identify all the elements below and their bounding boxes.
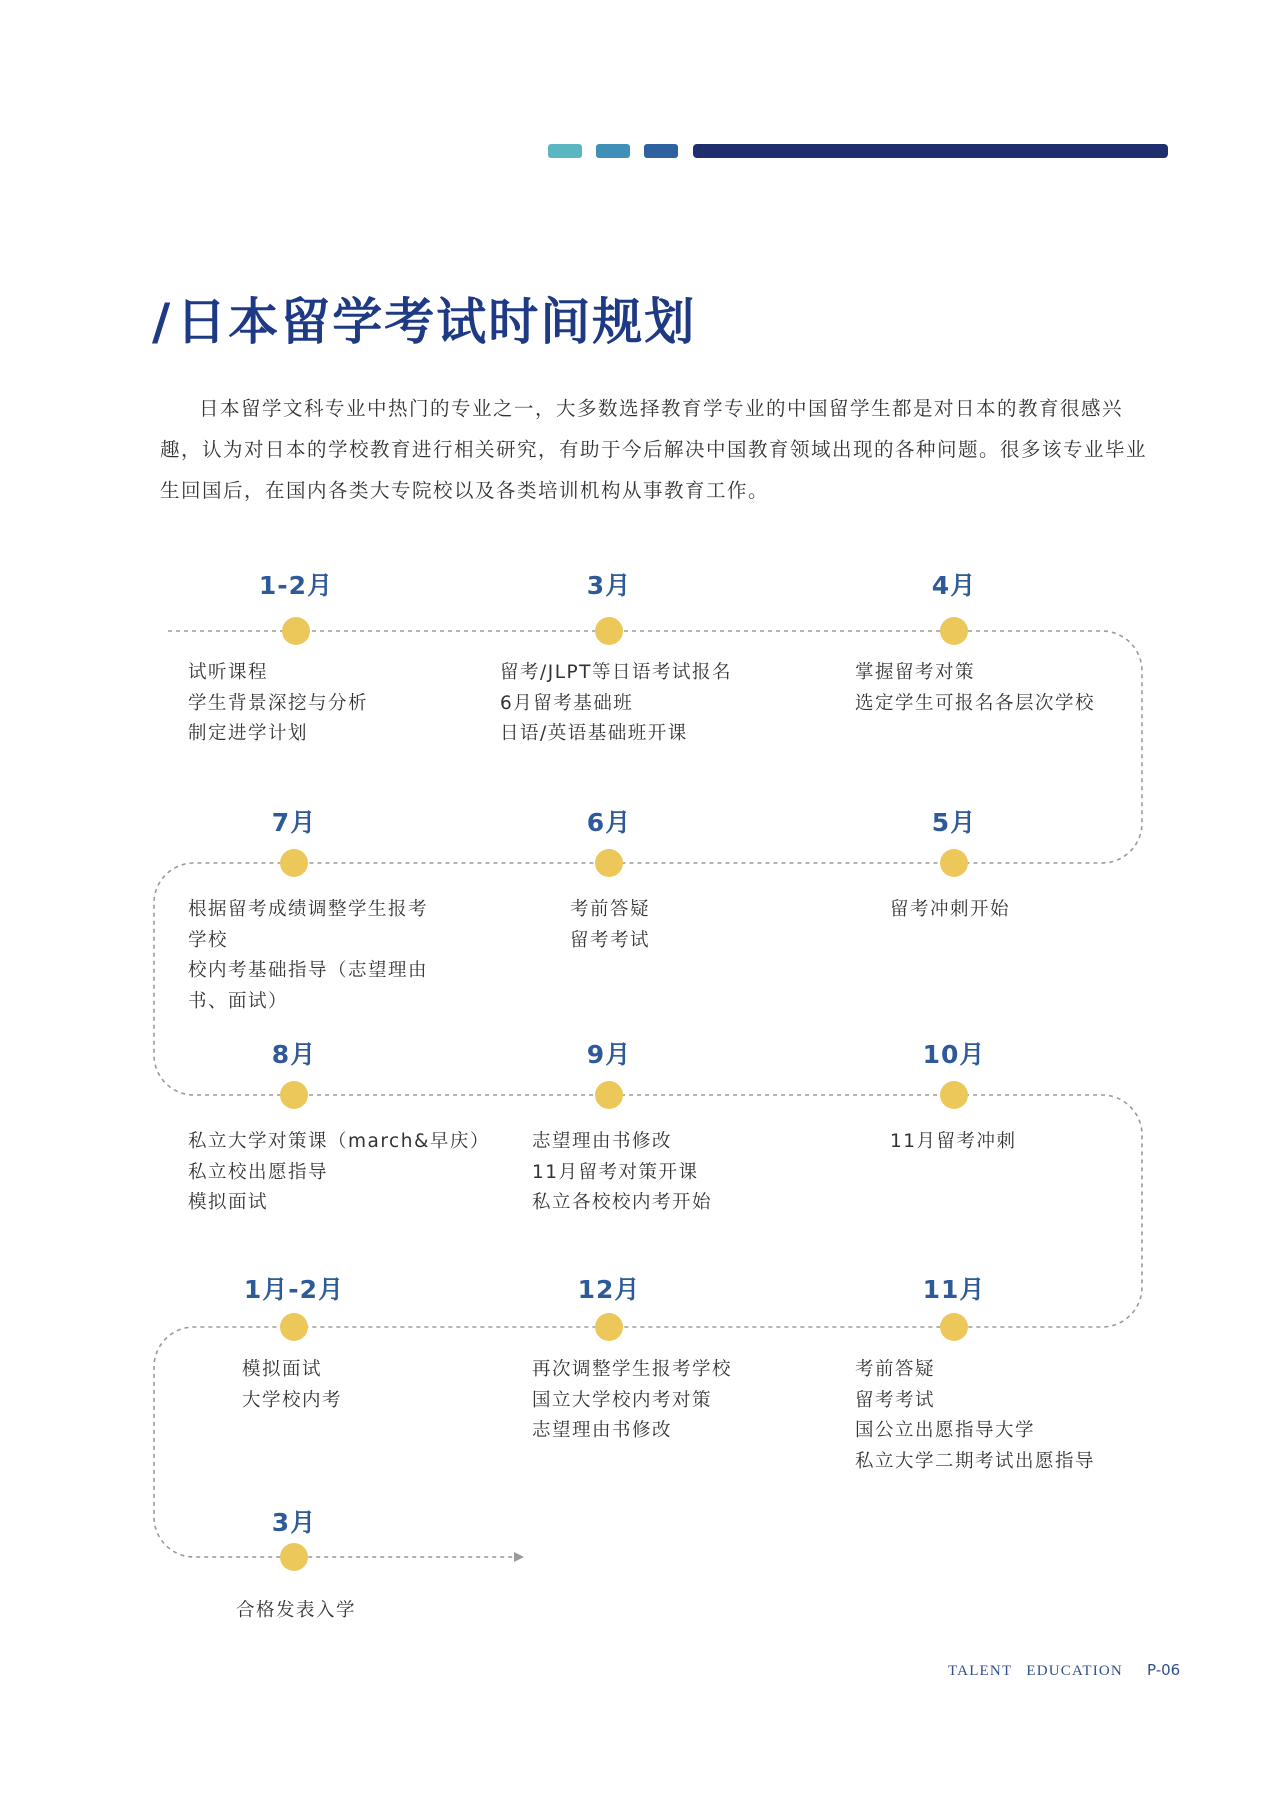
header-deco-bar bbox=[693, 144, 1168, 158]
timeline-month-2: 3月 bbox=[586, 571, 632, 600]
timeline-dot-12 bbox=[940, 1313, 968, 1341]
timeline-month-12: 11月 bbox=[922, 1275, 986, 1304]
desc-item: 学校 bbox=[188, 929, 229, 951]
timeline-dot-4 bbox=[280, 849, 308, 877]
desc-item: 留考冲刺开始 bbox=[890, 899, 1011, 920]
timeline-month-9: 10月 bbox=[922, 1040, 986, 1069]
timeline-dot-9 bbox=[940, 1081, 968, 1109]
desc-item: 选定学生可报名各层次学校 bbox=[855, 692, 1096, 714]
timeline-month-10: 1月-2月 bbox=[243, 1275, 345, 1304]
page-title bbox=[152, 282, 696, 354]
desc-item: 掌握留考对策 bbox=[855, 662, 976, 683]
timeline-desc-9 bbox=[890, 1127, 1017, 1158]
desc-item: 留考考试 bbox=[855, 1389, 936, 1411]
desc-item: 私立大学二期考试出愿指导 bbox=[855, 1450, 1096, 1472]
timeline-desc-11 bbox=[532, 1355, 732, 1447]
desc-item: 6月留考基础班 bbox=[500, 692, 634, 714]
desc-item: 根据留考成绩调整学生报考 bbox=[188, 899, 429, 920]
timeline-month-6: 5月 bbox=[931, 808, 977, 837]
timeline-desc-3 bbox=[855, 658, 1095, 719]
footer-brand-talent: TALENT bbox=[948, 1663, 1013, 1679]
desc-item: 试听课程 bbox=[188, 662, 269, 683]
timeline-month-4: 7月 bbox=[271, 808, 317, 837]
desc-item: 学生背景深挖与分析 bbox=[188, 692, 369, 714]
timeline-month-1: 1-2月 bbox=[258, 571, 334, 600]
timeline-dot-8 bbox=[595, 1081, 623, 1109]
timeline-month-7: 8月 bbox=[271, 1040, 317, 1069]
footer-brand bbox=[948, 1663, 1123, 1680]
timeline-dot-13 bbox=[280, 1543, 308, 1571]
timeline-month-11: 12月 bbox=[577, 1275, 641, 1304]
desc-item: 11月留考对策开课 bbox=[532, 1161, 699, 1183]
title-text: 日本留学考试时间规划 bbox=[176, 293, 697, 351]
desc-item: 11月留考冲刺 bbox=[890, 1131, 1017, 1152]
desc-item: 私立大学对策课（march&早庆） bbox=[188, 1131, 490, 1152]
desc-item: 再次调整学生报考学校 bbox=[532, 1359, 733, 1380]
timeline-desc-12 bbox=[855, 1355, 1095, 1477]
desc-item: 考前答疑 bbox=[855, 1359, 936, 1380]
desc-item: 私立校出愿指导 bbox=[188, 1161, 329, 1183]
footer-brand-education: EDUCATION bbox=[1026, 1663, 1123, 1679]
timeline-desc-1 bbox=[188, 658, 368, 750]
desc-item: 私立各校校内考开始 bbox=[532, 1192, 713, 1213]
timeline-month-5: 6月 bbox=[586, 808, 632, 837]
timeline-month-13: 3月 bbox=[271, 1508, 317, 1537]
desc-item: 留考/JLPT等日语考试报名 bbox=[500, 662, 732, 683]
desc-item: 日语/英语基础班开课 bbox=[500, 723, 688, 744]
timeline-dot-1 bbox=[282, 617, 310, 645]
timeline-dot-7 bbox=[280, 1081, 308, 1109]
desc-item: 模拟面试 bbox=[188, 1192, 269, 1213]
desc-item: 留考考试 bbox=[570, 929, 651, 951]
intro-paragraph: 日本留学文科专业中热门的专业之一，大多数选择教育学专业的中国留学生都是对日本的教育很感兴趣，认为对日本的学校教育进行相关研究，有助于今后解决中国教育领域出现的各种问题。很多该专业毕业生回国后，在国内各类大专院校以及各类培训机构从事教育工作。 bbox=[160, 397, 1148, 502]
timeline-desc-13 bbox=[236, 1596, 356, 1627]
header-deco-block-3 bbox=[644, 144, 678, 158]
timeline-dot-2 bbox=[595, 617, 623, 645]
desc-item: 志望理由书修改 bbox=[532, 1131, 673, 1152]
timeline-desc-6 bbox=[890, 895, 1010, 926]
timeline-month-8: 9月 bbox=[586, 1040, 632, 1069]
desc-item: 制定进学计划 bbox=[188, 723, 309, 744]
desc-item: 校内考基础指导（志望理由 bbox=[188, 960, 429, 981]
desc-item: 考前答疑 bbox=[570, 899, 651, 920]
timeline-desc-7 bbox=[188, 1127, 490, 1219]
timeline-desc-4 bbox=[188, 895, 428, 1017]
page-number: P-06 bbox=[1147, 1661, 1181, 1679]
timeline-month-3: 4月 bbox=[931, 571, 977, 600]
title-slash: / bbox=[152, 293, 173, 351]
header-deco-block-2 bbox=[596, 144, 630, 158]
desc-item: 合格发表入学 bbox=[236, 1600, 357, 1621]
header-deco-block-1 bbox=[548, 144, 582, 158]
desc-item: 国立大学校内考对策 bbox=[532, 1389, 713, 1411]
timeline-desc-5 bbox=[570, 895, 650, 956]
timeline-dot-6 bbox=[940, 849, 968, 877]
timeline-dot-5 bbox=[595, 849, 623, 877]
desc-item: 大学校内考 bbox=[242, 1389, 343, 1411]
timeline-dot-11 bbox=[595, 1313, 623, 1341]
timeline-desc-2 bbox=[500, 658, 732, 750]
timeline-desc-8 bbox=[532, 1127, 712, 1219]
timeline-desc-10 bbox=[242, 1355, 342, 1416]
desc-item: 模拟面试 bbox=[242, 1359, 323, 1380]
desc-item: 志望理由书修改 bbox=[532, 1420, 673, 1441]
timeline-dot-3 bbox=[940, 617, 968, 645]
desc-item: 国公立出愿指导大学 bbox=[855, 1420, 1036, 1441]
desc-item: 书、面试） bbox=[188, 990, 289, 1012]
timeline-dot-10 bbox=[280, 1313, 308, 1341]
